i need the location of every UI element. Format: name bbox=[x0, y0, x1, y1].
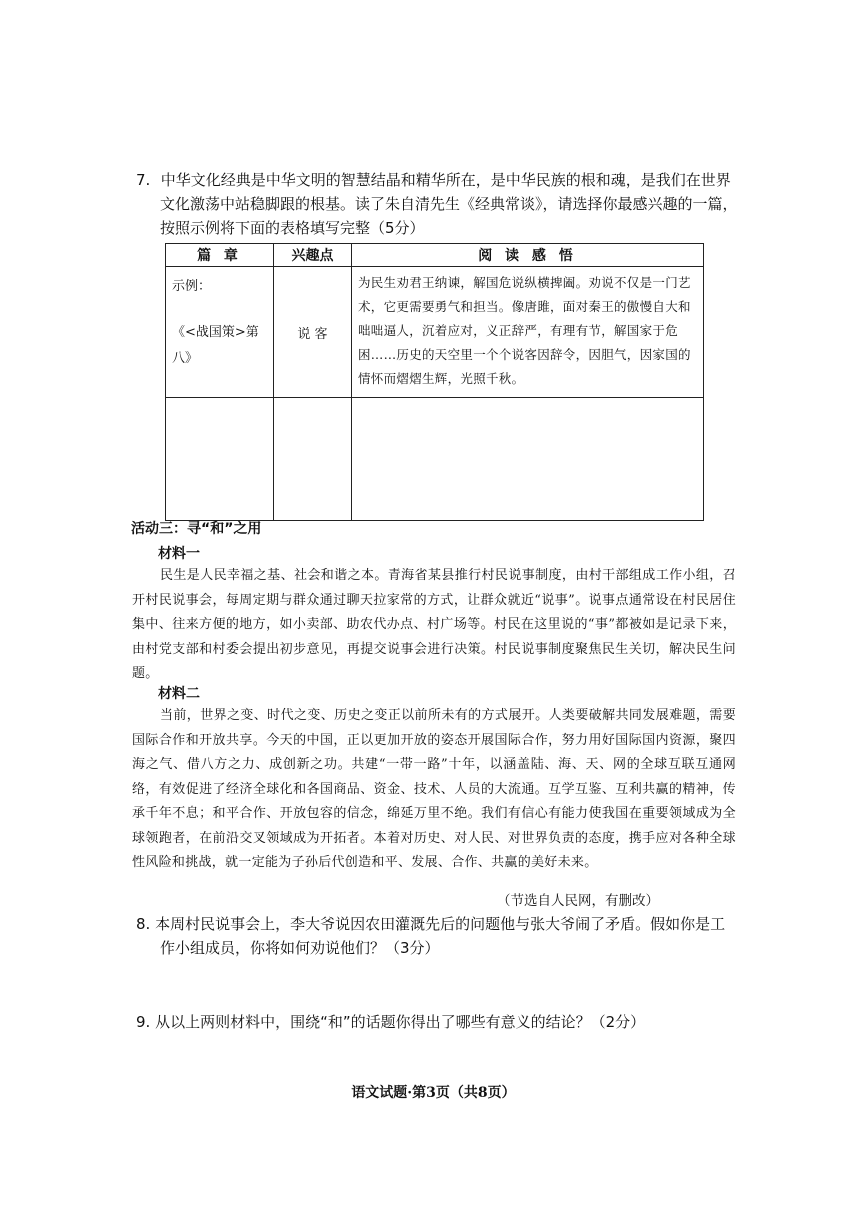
question-7 bbox=[136, 168, 748, 240]
table-example-row bbox=[166, 267, 704, 398]
answer-chapter-cell[interactable] bbox=[166, 398, 274, 521]
material-1-text: 民生是人民幸福之基、社会和谐之本。青海省某县推行村民说事制度，由村干部组成工作小组，召开村民说事会，每周定期与群众通过聊天拉家常的方式，让群众就近“说事”。说事点通常设在村民居住集中、往来方便的地方，如小卖部、助农代办点、村广场等。村民在这里说的“事”都被如是记录下来，由村党支部和村委会提出初步意见，再提交说事会进行决策。村民说事制度聚焦民生关切，解决民生问题。 bbox=[132, 568, 736, 681]
question-7-line-2: 文化激荡中站稳脚跟的根基。读了朱自清先生《经典常谈》，请选择你最感兴趣的一篇， bbox=[160, 195, 738, 213]
example-chapter-cell bbox=[166, 267, 274, 398]
question-9-line-1 bbox=[136, 1010, 748, 1034]
reading-table bbox=[165, 243, 704, 521]
example-feeling-cell bbox=[352, 267, 704, 398]
material-2-text: 当前，世界之变、时代之变、历史之变正以前所未有的方式展开。人类要破解共同发展难题，需要国际合作和开放共享。今天的中国，正以更加开放的姿态开展国际合作，努力用好国际国内资源，聚四海之气、借八方之力、成创新之功。共建“一带一路”十年，以涵盖陆、海、天、网的全球互联互通网络，有效促进了经济全球化和各国商品、资金、技术、人员的大流通。互学互鉴、互利共赢的精神，传承千年不息；和平合作、开放包容的信念，绵延万里不绝。我们有信心有能力使我国在重要领域成为全球领跑者，在前沿交叉领域成为开拓者。本着对历史、对人民、对世界负责的态度，携手应对各种全球性风险和挑战，就一定能为子孙后代创造和平、发展、合作、共赢的美好未来。 bbox=[132, 708, 736, 870]
question-number: 8. bbox=[136, 915, 151, 933]
example-label: 示例： bbox=[172, 279, 212, 294]
question-9 bbox=[136, 1010, 748, 1034]
answer-feeling-cell[interactable] bbox=[352, 398, 704, 521]
question-number: 9. bbox=[136, 1013, 151, 1031]
question-text: 从以上两则材料中，围绕“和”的话题你得出了哪些有意义的结论？（2分） bbox=[155, 1013, 646, 1031]
question-8-line-1 bbox=[136, 912, 748, 936]
spacer bbox=[172, 300, 269, 320]
question-number: 7. bbox=[136, 171, 151, 189]
table-answer-row bbox=[166, 398, 704, 521]
answer-point-cell[interactable] bbox=[274, 398, 352, 521]
question-text: 中华文化经典是中华文明的智慧结晶和精华所在，是中华民族的根和魂，是我们在世界 bbox=[160, 171, 731, 189]
example-point-cell bbox=[274, 267, 352, 398]
header-interest-point: 兴趣点 bbox=[274, 244, 352, 267]
material-1-title: 材料一 bbox=[158, 546, 200, 562]
question-7-line-1 bbox=[136, 168, 748, 192]
example-feeling: 为民生劝君王纳谏，解国危说纵横捭阖。劝说不仅是一门艺术，它更需要勇气和担当。像唐雎，面对秦王的傲慢自大和咄咄逼人，沉着应对，义正辞严，有理有节，解国家于危困……历史的天空里一个个说客因辞令，因胆气，因家国的情怀而熠熠生辉，光照千秋。 bbox=[358, 275, 691, 386]
header-chapter: 篇 章 bbox=[166, 244, 274, 267]
table-header-row bbox=[166, 244, 704, 267]
question-8 bbox=[136, 912, 748, 960]
question-7-line-3: 按照示例将下面的表格填写完整（5分） bbox=[160, 219, 425, 237]
question-8-line-2: 作小组成员，你将如何劝说他们？（3分） bbox=[160, 939, 440, 957]
question-text: 本周村民说事会上，李大爷说因农田灌溉先后的问题他与张大爷闹了矛盾。假如你是工 bbox=[155, 915, 726, 933]
material-2-source: （节选自人民网，有删改） bbox=[497, 893, 659, 909]
header-reading-feeling: 阅 读 感 悟 bbox=[352, 244, 704, 267]
activity-3-title: 活动三：寻“和”之用 bbox=[131, 521, 262, 537]
page-footer: 语文试题·第3页（共8页） bbox=[351, 1085, 516, 1101]
example-point: 说 客 bbox=[297, 326, 328, 342]
material-2-title: 材料二 bbox=[158, 686, 200, 702]
example-chapter: 《<战国策>第八》 bbox=[172, 325, 259, 366]
